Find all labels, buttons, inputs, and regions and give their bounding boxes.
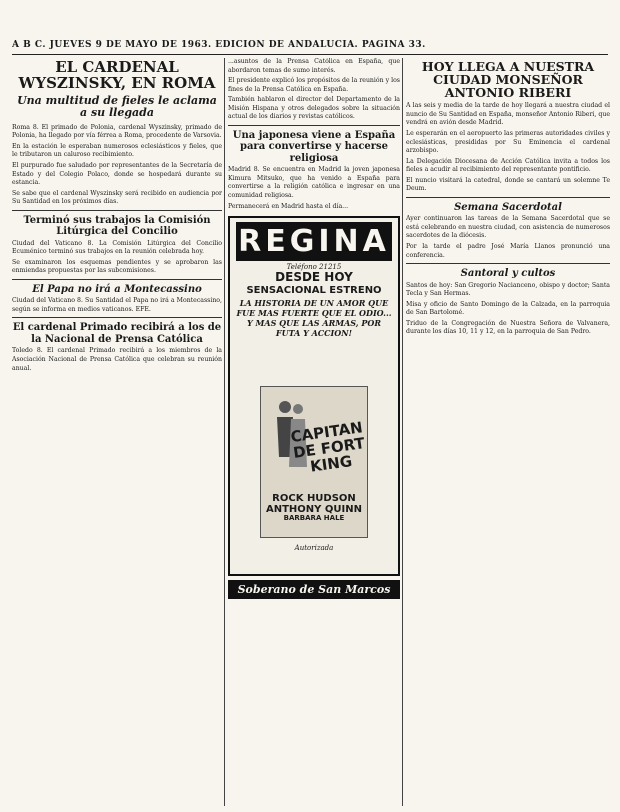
subhead-cardenal: Una multitud de fieles le aclama a su llegada [17,93,217,120]
article-paragraph: Roma 8. El primado de Polonia, cardenal Wyszinsky, primado de Polonia, ha llegado por vía férrea a Roma, procedente de Varsovia. [12,123,222,140]
film-rating: Autorizada [294,544,334,553]
column-left [12,58,222,806]
header-line: A B C. JUEVES 9 DE MAYO DE 1963. EDICION DE ANDALUCIA. PAGINA 33. [12,40,426,50]
footer-advertisement: Soberano de San Marcos [228,580,400,599]
star-name: BARBARA HALE [283,514,345,523]
star-name: ANTHONY QUINN [266,504,362,516]
headline-riberi: HOY LLEGA A NUESTRA CIUDAD MONSEÑOR ANTONIO RIBERI [421,59,595,101]
section-title-santoral: Santoral y cultos [460,268,556,280]
article-paragraph: Misa y oficio de Santo Domingo de la Calzada, en la parroquia de San Bartolomé. [406,300,610,317]
divider [406,263,610,264]
article-paragraph: Se examinaron los esquemas pendientes y se aprobaron las enmiendas propuestas por las subcomisiones. [12,258,222,275]
article-paragraph: En la estación le esperaban numerosos eclesiásticos y fieles, que le tributaron un caluroso recibimiento. [12,142,222,159]
section-title-liturgica: Terminó sus trabajos la Comisión Litúrgica del Concilio [23,214,211,238]
cinema-advertisement [228,216,400,576]
article-paragraph: También hablaron el director del Departamento de la Misión Hispana y otros delegados sobre la situación actual de los diarios y revistas católicos. [228,96,400,121]
cinema-phone: Teléfono 21215 [286,263,342,272]
article-paragraph: Le esperarán en el aeropuerto las primeras autoridades civiles y eclesiásticas, presididas por Su Eminencia el cardenal arzobispo. [406,130,610,155]
article-paragraph: El nuncio visitará la catedral, donde se cantará un solemne Te Deum. [406,176,610,193]
divider [12,317,222,318]
article-paragraph: Toledo 8. El cardenal Primado recibirá a los miembros de la Asociación Nacional de Prensa Católica que celebran su reunión anual. [12,347,222,372]
divider [406,197,610,198]
divider [12,279,222,280]
ad-desde-hoy: DESDE HOY [275,270,353,285]
section-title-primado: El cardenal Primado recibirá a los de la Nacional de Prensa Católica [12,322,222,345]
column-middle [228,58,400,806]
film-title: CAPITAN DE FORT KING [289,418,366,476]
article-paragraph: Madrid 8. Se encuentra en Madrid la joven japonesa Kimura Mitsuko, que ha venido a España para convertirse a la religión católica e ingresar en una comunidad religiosa. [228,166,400,199]
column-rule [224,58,225,806]
section-title-papa: El Papa no irá a Montecassino [32,283,202,295]
article-paragraph: Ciudad del Vaticano 8. La Comisión Litúrgica del Concilio Ecuménico terminó sus trabajos en la reunión celebrada hoy. [12,239,222,256]
article-paragraph: El presidente explicó los propósitos de la reunión y los fines de la Prensa Católica en España. [228,77,400,93]
column-rule [402,58,403,806]
film-stars [261,493,367,523]
article-paragraph: A las seis y media de la tarde de hoy llegará a nuestra ciudad el nuncio de Su Santidad en España, monseñor Antonio Riberi, que vendrá en avión desde Madrid. [406,102,610,127]
article-paragraph: Por la tarde el padre José María Llanos pronunció una conferencia. [406,242,610,259]
ad-tagline: LA HISTORIA DE UN AMOR QUE FUE MAS FUERTE QUE EL ODIO... Y MAS QUE LAS ARMAS, POR FUTA Y ACCION! [236,298,392,339]
star-name: ROCK HUDSON [272,493,356,505]
column-right [406,58,610,806]
article-paragraph: Santos de hoy: San Gregorio Nacianceno, obispo y doctor; Santa Tecla y San Hermas. [406,281,610,298]
article-paragraph: El purpurado fue saludado por representantes de la Secretaría de Estado y del Colegio Polaco, donde se hospedará durante su estancia. [12,161,222,187]
article-paragraph: Triduo de la Congregación de Nuestra Señora de Valvanera, durante los días 10, 11 y 12, en la parroquia de San Pedro. [406,319,610,336]
article-paragraph: ...asuntos de la Prensa Católica en España, que abordaron temas de sumo interés. [228,58,400,74]
article-paragraph: La Delegación Diocesana de Acción Católica invita a todos los fieles a acudir al recibimiento del representante pontificio. [406,157,610,174]
ad-estreno: SENSACIONAL ESTRENO [246,284,382,296]
article-paragraph: Ciudad del Vaticano 8. Su Santidad el Papa no irá a Montecassino, según se informa en medios vaticanos. EFE. [12,297,222,313]
section-title-semana: Semana Sacerdotal [454,201,562,213]
article-paragraph: Se sabe que el cardenal Wyszinsky será recibido en audiencia por Su Santidad en los próximos días. [12,189,222,206]
headline-cardenal: EL CARDENAL WYSZINSKY, EN ROMA [18,58,216,92]
article-paragraph: Permanecerá en Madrid hasta el día... [228,202,349,210]
film-poster [260,386,368,538]
divider [12,210,222,211]
section-title-japonesa: Una japonesa viene a España para convertirse y hacerse religiosa [232,129,396,164]
cinema-logo: REGINA [236,222,392,261]
divider [228,125,400,126]
article-paragraph: Ayer continuaron las tareas de la Semana Sacerdotal que se está celebrando en nuestra ciudad, con asistencia de numerosos sacerdotes de la diócesis. [406,215,610,240]
page-header [12,40,608,55]
